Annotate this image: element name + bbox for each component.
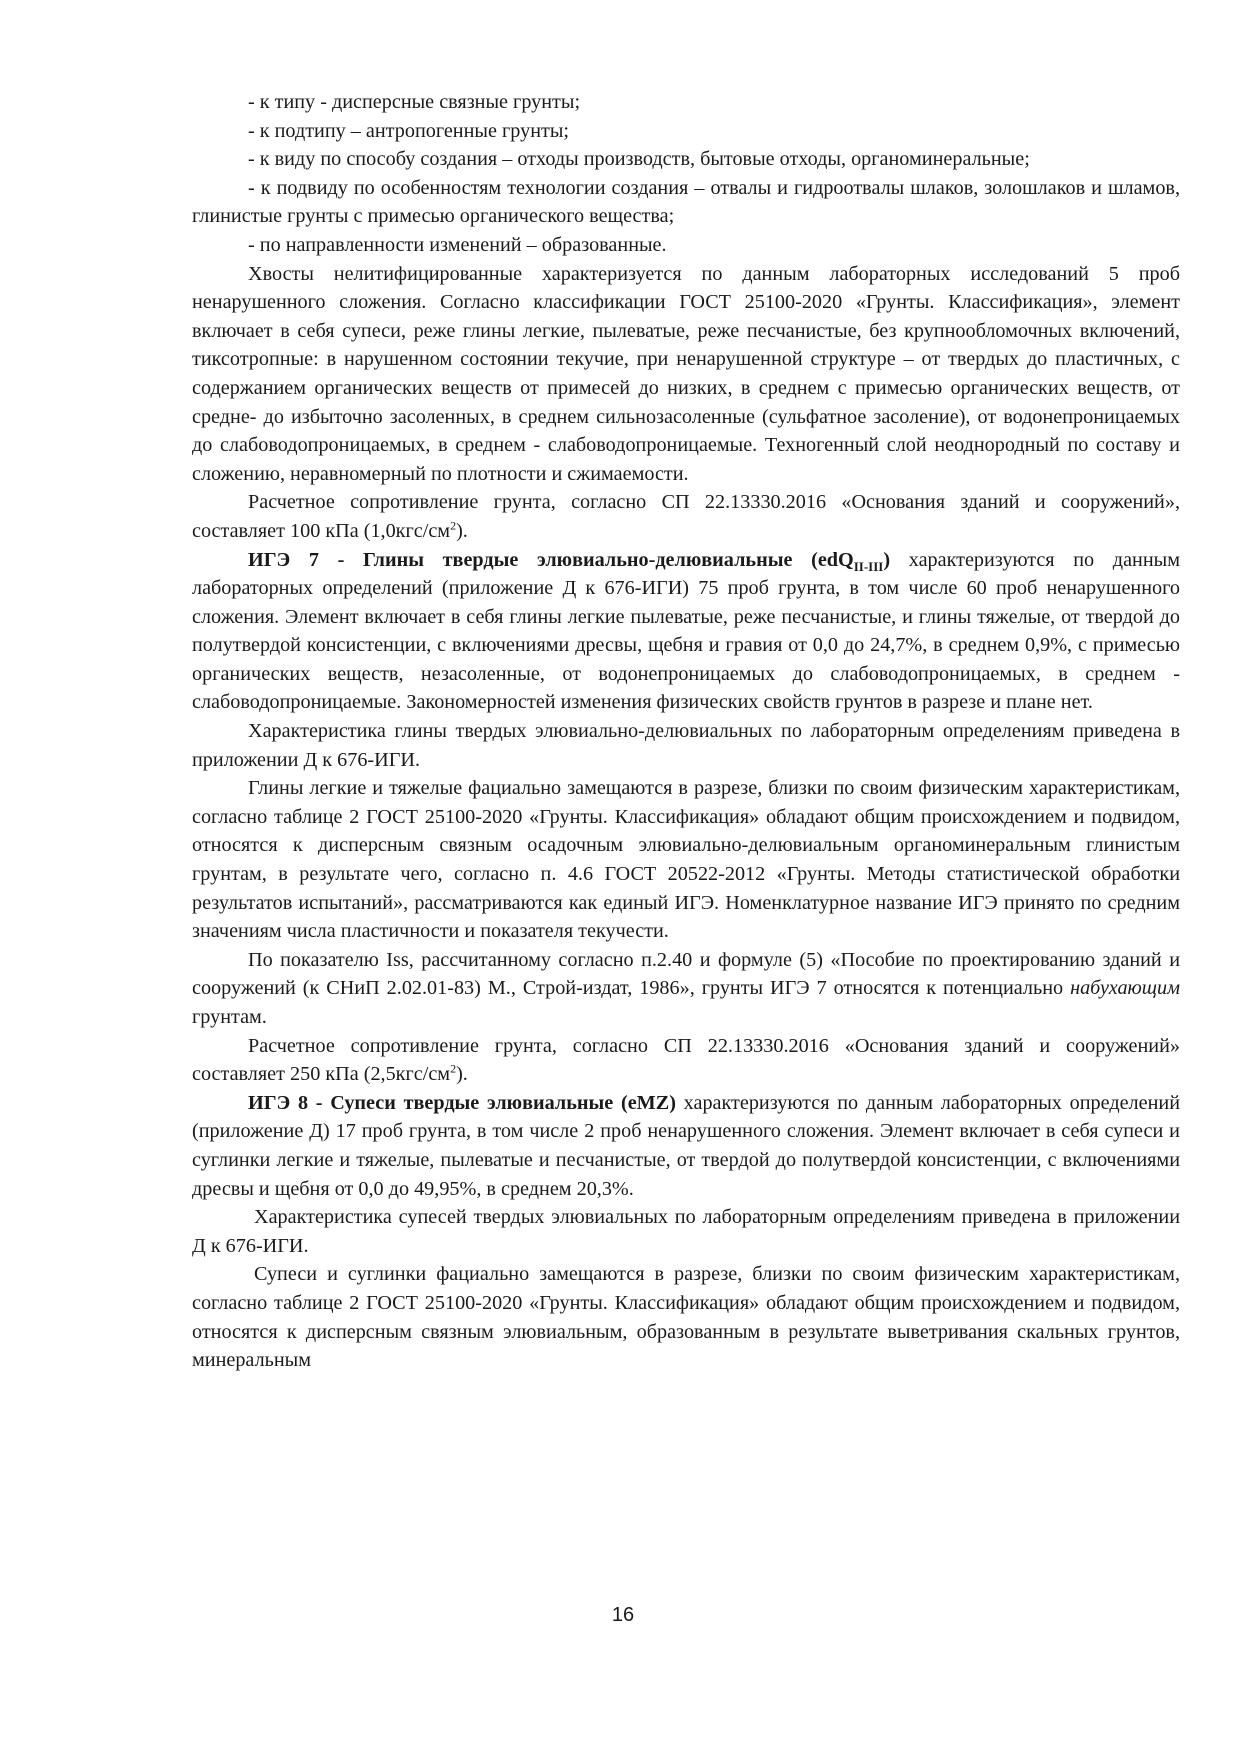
document-page <box>192 88 1180 1375</box>
list-item: - к подвиду по особенностям технологии создания – отвалы и гидроотвалы шлаков, золошлаков и шламов, глинистые грунты с примесью органического вещества; <box>192 176 1180 228</box>
paragraph-ige7-clays: Глины легкие и тяжелые фациально замещаются в разрезе, близки по своим физическим характеристикам, согласно таблице 2 ГОСТ 25100-2020 «Грунты. Классификация» обладают общим происхождением и подвидом, относятся к дисперсным связным осадочным элювиально-делювиальным органоминеральным глинистым грунтам, в результате чего, согласно п. 4.6 ГОСТ 20522-2012 «Грунты. Методы статистической обработки результатов испытаний», рассматриваются как единый ИГЭ. Номенклатурное название ИГЭ принято по средним значениям числа пластичности и показателя текучести. <box>192 777 1180 943</box>
list-item: - к виду по способу создания – отходы производств, бытовые отходы, органоминеральные; <box>248 148 1030 171</box>
paragraph-ige8-characteristic: Характеристика супесей твердых элювиальных по лабораторным определениям приведена в приложении Д к 676-ИГИ. <box>192 1206 1180 1257</box>
paragraph-tailings: Хвосты нелитифицированные характеризуется по данным лабораторных исследований 5 проб ненарушенного сложения. Согласно классификации ГОСТ 25100-2020 «Грунты. Классификация», элемент включает в себя супеси, реже глины легкие, пылеватые, реже песчанистые, без крупнообломочных включений, тиксотропные: в нарушенном состоянии текучие, при ненарушенной структуре – от твердых до пластичных, с содержанием органических веществ от примесей до низких, в среднем с примесью органических веществ, от средне- до избыточно засоленных, в среднем сильнозасоленные (сульфатное засоление), от водонепроницаемых до слабоводопроницаемых, в среднем - слабоводопроницаемые. Техногенный слой неоднородный по составу и сложению, неравномерный по плотности и сжимаемости. <box>192 262 1180 485</box>
paragraph-ige7-iss: По показателю Iss, рассчитанному согласно п.2.40 и формуле (5) «Пособие по проектированию зданий и сооружений (к СНиП 2.02.01-83) М., Строй-издат, 1986», грунты ИГЭ 7 относятся к потенциально набухающим грунтам. <box>192 948 1180 1028</box>
paragraph-resistance-2: Расчетное сопротивление грунта, согласно СП 22.13330.2016 «Основания зданий и сооружений» составляет 250 кПа $(2,5кгс/см^2)$. <box>192 1034 1180 1086</box>
paragraph-ige7: ИГЭ 7 - Глины твердые элювиально-делювиальные (edQ$_{II-III}$) характеризуются по данным лабораторных определений (приложение Д к 676-ИГИ) 75 проб грунта, в том числе 60 проб ненарушенного сложения. Элемент включает в себя глины легкие пылеватые, реже песчанистые, и глины тяжелые, от твердой до полутвердой консистенции, с включениями дресвы, щебня и гравия от 0,0 до 24,7%, в среднем 0,9%, с примесью органических веществ, незасоленные, от водонепроницаемых до слабоводопроницаемых, в среднем - слабоводопроницаемые. Закономерностей изменения физических свойств грунтов в разрезе и плане нет. <box>192 548 1180 714</box>
paragraph-ige8: ИГЭ 8 - Супеси твердые элювиальные (eMZ) характеризуются по данным лабораторных определений (приложение Д) 17 проб грунта, в том числе 2 проб ненарушенного сложения. Элемент включает в себя супеси и суглинки легкие и тяжелые, пылеватые и песчанистые, от твердой до полутвердой консистенции, с включениями дресвы и щебня от 0,0 до 49,95%, в среднем 20,3%. <box>192 1091 1180 1200</box>
ige7-heading: ИГЭ 7 - Глины твердые элювиально-делювиальные (edQ$_{II-III}$) <box>248 548 891 574</box>
paragraph-resistance-1: Расчетное сопротивление грунта, согласно СП 22.13330.2016 «Основания зданий и сооружений», составляет 100 кПа $(1,0кгс/см^2)$. <box>192 491 1180 542</box>
paragraph-ige8-sandy-loams: Супеси и суглинки фациально замещаются в разрезе, близки по своим физическим характеристикам, согласно таблице 2 ГОСТ 25100-2020 «Грунты. Классификация» обладают общим происхождением и подвидом, относятся к дисперсным связным элювиальным, образованным в результате выветривания скальных грунтов, минеральным <box>192 1263 1180 1372</box>
list-item: - по направленности изменений – образованные. <box>248 233 667 256</box>
paragraph-ige7-characteristic: Характеристика глины твердых элювиально-делювиальных по лабораторным определениям приведена в приложении Д к 676-ИГИ. <box>192 720 1180 771</box>
list-item: - к типу - дисперсные связные грунты; <box>248 91 581 113</box>
ige8-heading: ИГЭ 8 - Супеси твердые элювиальные (eMZ) <box>248 1091 676 1114</box>
page-number: 16 <box>611 1604 635 1626</box>
list-item: - к подтипу – антропогенные грунты; <box>248 119 569 142</box>
